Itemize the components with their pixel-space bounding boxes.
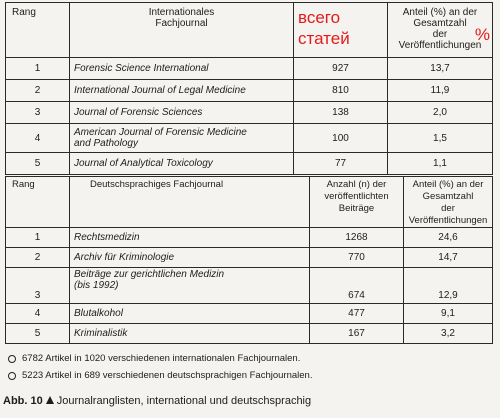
rank-header: Rang <box>6 177 70 228</box>
rank-cell: 5 <box>6 324 70 344</box>
rank-cell: 4 <box>6 304 70 324</box>
share-header-line2: der Veröffentlichungen <box>398 29 482 51</box>
figure-caption <box>3 395 311 407</box>
share-cell: 1,1 <box>388 153 493 175</box>
share-cell: 11,9 <box>388 80 493 102</box>
journal-cell: Archiv für Kriminologie <box>70 248 310 268</box>
german-journals-table <box>5 176 493 344</box>
journal-cell: Blutalkohol <box>70 304 310 324</box>
international-journals-table <box>5 2 493 175</box>
footnotes <box>8 350 312 384</box>
count-cell: 477 <box>310 304 404 324</box>
share-header-line2: der Veröffentlichungen <box>408 203 488 226</box>
table-row <box>6 268 493 304</box>
share-cell: 9,1 <box>404 304 493 324</box>
rank-cell: 3 <box>6 102 70 124</box>
rank-cell: 1 <box>6 228 70 248</box>
share-cell: 3,2 <box>404 324 493 344</box>
rank-cell: 1 <box>6 58 70 80</box>
circle-bullet-icon <box>8 355 16 363</box>
journal-cell: Kriminalistik <box>70 324 310 344</box>
footnote-text: 6782 Artikel in 1020 verschiedenen internationalen Fachjournalen. <box>22 353 301 364</box>
count-cell: 810 <box>294 80 388 102</box>
count-cell: 674 <box>310 268 404 304</box>
count-header-line3: Beiträge <box>338 203 375 214</box>
footnote <box>8 367 312 384</box>
footnote-text: 5223 Artikel in 689 verschiedenen deutschsprachigen Fachjournalen. <box>22 370 313 381</box>
count-header-line2: veröffentlichten <box>324 191 389 202</box>
table-row <box>6 228 493 248</box>
count-header-line1: Anzahl (n) der <box>326 179 387 190</box>
journal-header-line2: Fachjournal <box>155 18 208 29</box>
table-row <box>6 58 493 80</box>
count-annotation-line1: всего <box>298 8 341 27</box>
journal-cell: International Journal of Legal Medicine <box>70 80 294 102</box>
table-row <box>6 124 493 153</box>
table-row <box>6 304 493 324</box>
share-header-line1: Anteil (%) an der Gesamtzahl <box>412 179 484 202</box>
table-row <box>6 153 493 175</box>
share-cell: 13,7 <box>388 58 493 80</box>
count-annotation-line2: статей <box>298 29 350 48</box>
circle-bullet-icon <box>8 372 16 380</box>
caption-text: Journalranglisten, international und deutschsprachig <box>56 395 312 407</box>
share-cell: 1,5 <box>388 124 493 153</box>
journal-cell-line2: and Pathology <box>74 138 138 149</box>
table-header-row <box>6 177 493 228</box>
count-cell: 167 <box>310 324 404 344</box>
triangle-up-icon <box>46 396 54 404</box>
table-row <box>6 248 493 268</box>
share-cell: 2,0 <box>388 102 493 124</box>
count-cell: 770 <box>310 248 404 268</box>
journal-cell: Forensic Science International <box>70 58 294 80</box>
share-annotation: % <box>474 25 490 44</box>
share-cell: 14,7 <box>404 248 493 268</box>
journal-cell-line1: American Journal of Forensic Medicine <box>74 127 247 138</box>
journal-header: Deutschsprachiges Fachjournal <box>70 177 310 228</box>
share-header <box>404 177 493 228</box>
share-cell: 24,6 <box>404 228 493 248</box>
journal-cell-line1: Beiträge zur gerichtlichen Medizin <box>74 269 225 280</box>
count-cell: 927 <box>294 58 388 80</box>
table-row <box>6 102 493 124</box>
count-cell: 1268 <box>310 228 404 248</box>
journal-cell-line2: (bis 1992) <box>74 280 119 291</box>
table-header-row <box>6 3 493 58</box>
count-cell: 77 <box>294 153 388 175</box>
journal-cell: Journal of Forensic Sciences <box>70 102 294 124</box>
count-cell: 100 <box>294 124 388 153</box>
rank-header: Rang <box>6 3 70 58</box>
journal-header-line1: Internationales <box>148 7 215 18</box>
share-cell: 12,9 <box>404 268 493 304</box>
count-cell: 138 <box>294 102 388 124</box>
count-header <box>310 177 404 228</box>
caption-label: Abb. 10 <box>3 395 43 407</box>
journal-cell: Rechtsmedizin <box>70 228 310 248</box>
rank-cell: 5 <box>6 153 70 175</box>
journal-header <box>70 3 294 58</box>
share-header-line1: Anteil (%) an der Gesamtzahl <box>402 7 478 29</box>
rank-cell: 2 <box>6 80 70 102</box>
journal-cell <box>70 124 294 153</box>
rank-cell: 2 <box>6 248 70 268</box>
table-row <box>6 80 493 102</box>
rank-cell: 3 <box>6 268 70 304</box>
journal-cell: Journal of Analytical Toxicology <box>70 153 294 175</box>
share-header <box>388 3 493 58</box>
rank-cell: 4 <box>6 124 70 153</box>
table-row <box>6 324 493 344</box>
journal-cell <box>70 268 310 304</box>
footnote <box>8 350 312 367</box>
count-header-annotation <box>294 3 388 58</box>
